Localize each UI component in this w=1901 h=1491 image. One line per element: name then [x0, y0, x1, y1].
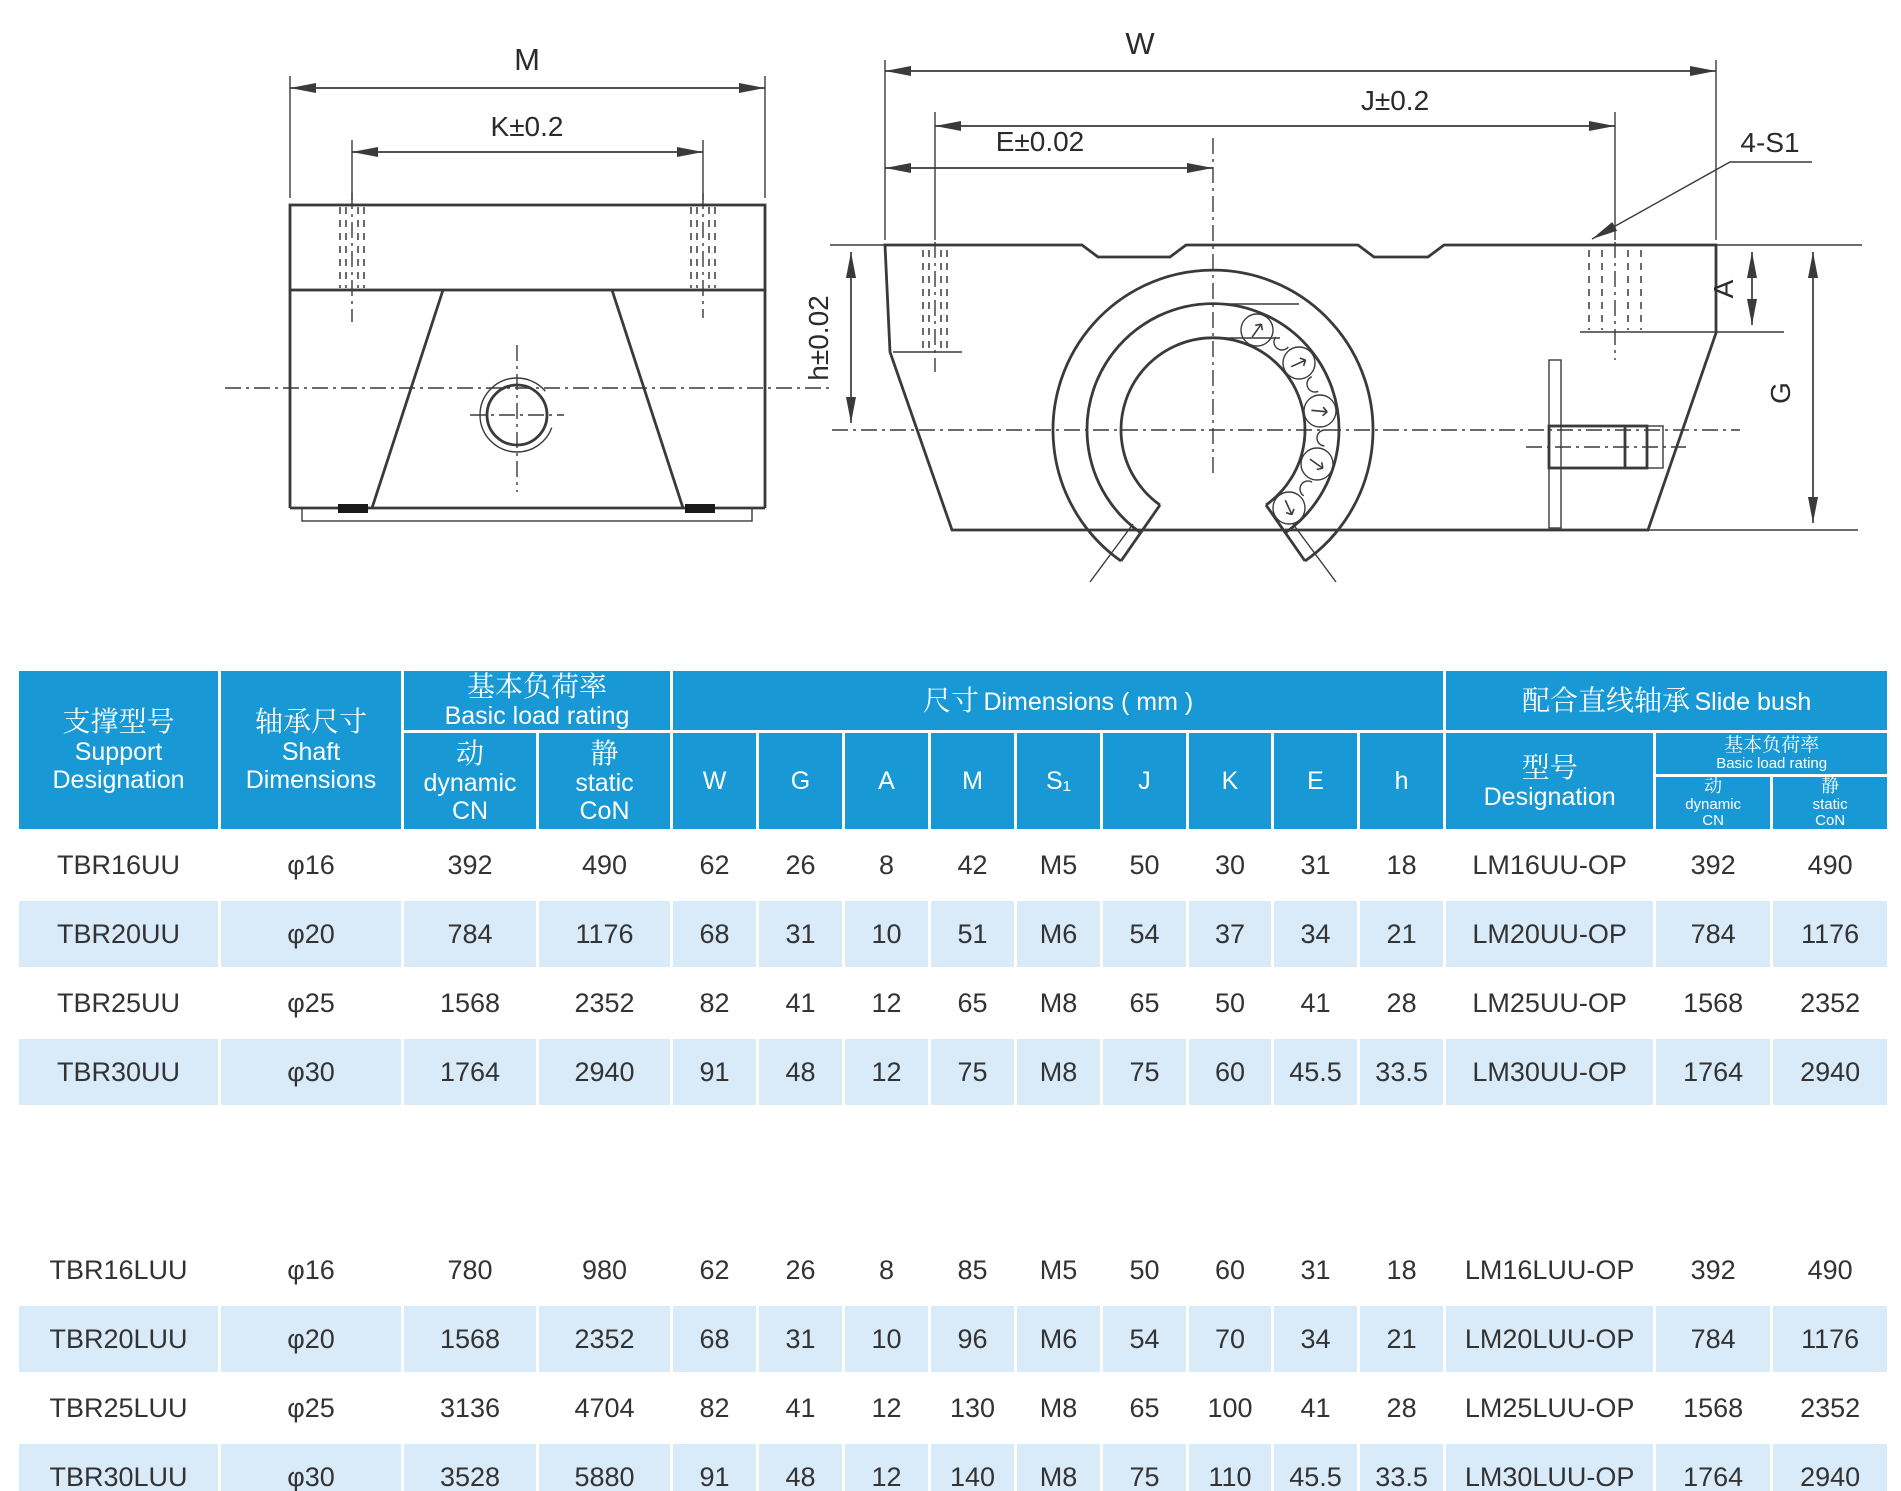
value-cell: 45.5	[1273, 1443, 1359, 1491]
value-cell: 100	[1188, 1374, 1273, 1443]
value-cell: 41	[758, 969, 844, 1038]
value-cell: 75	[1102, 1443, 1188, 1491]
table-header	[18, 670, 1889, 831]
value-cell: 41	[758, 1374, 844, 1443]
value-cell: φ25	[220, 969, 403, 1038]
col-header-dim-j: J	[1102, 732, 1188, 831]
value-cell: 65	[1102, 969, 1188, 1038]
value-cell: 2940	[538, 1038, 672, 1107]
value-cell: 2352	[538, 969, 672, 1038]
header-bush-en: Slide bush	[1694, 688, 1812, 716]
value-cell: LM20LUU-OP	[1445, 1305, 1655, 1374]
value-cell: 2940	[1772, 1443, 1889, 1491]
dim-label-a: A	[1708, 279, 1739, 299]
value-cell: 2940	[1772, 1038, 1889, 1107]
value-cell: 50	[1102, 1236, 1188, 1305]
front-view-drawing	[225, 42, 832, 521]
col-header-dim-s1: S₁	[1016, 732, 1102, 831]
value-cell: 50	[1188, 969, 1273, 1038]
value-cell: 51	[930, 900, 1016, 969]
value-cell: LM30UU-OP	[1445, 1038, 1655, 1107]
dim-label-j: J±0.2	[1360, 85, 1430, 116]
value-cell: 1568	[403, 1305, 538, 1374]
value-cell: 1764	[1655, 1443, 1772, 1491]
value-cell: 392	[1655, 1236, 1772, 1305]
value-cell: M5	[1016, 1236, 1102, 1305]
value-cell: 2352	[1772, 1374, 1889, 1443]
dim-label-e: E±0.02	[995, 126, 1085, 157]
table-row	[18, 1305, 1889, 1374]
value-cell: 10	[844, 900, 930, 969]
col-header-dim-a: A	[844, 732, 930, 831]
support-designation-cell: TBR20LUU	[18, 1305, 220, 1374]
value-cell: M8	[1016, 969, 1102, 1038]
value-cell: 1176	[1772, 900, 1889, 969]
table-row	[18, 1236, 1889, 1305]
header-static-unit: CoN	[579, 796, 630, 825]
value-cell: 2352	[1772, 969, 1889, 1038]
dim-label-h: h±0.02	[803, 295, 834, 381]
value-cell: φ25	[220, 1374, 403, 1443]
value-cell: 54	[1102, 900, 1188, 969]
table-group-standard	[18, 831, 1889, 1107]
support-designation-cell: TBR30LUU	[18, 1443, 220, 1491]
value-cell: LM30LUU-OP	[1445, 1443, 1655, 1491]
value-cell: LM25UU-OP	[1445, 969, 1655, 1038]
col-header-dim-m: M	[930, 732, 1016, 831]
value-cell: 34	[1273, 900, 1359, 969]
value-cell: 2352	[538, 1305, 672, 1374]
header-static-zh: 静	[590, 737, 619, 769]
value-cell: M8	[1016, 1374, 1102, 1443]
table-group-long	[18, 1236, 1889, 1491]
col-header-dynamic	[403, 732, 538, 831]
header-dynamic-unit: CN	[451, 796, 489, 825]
header-bush-load-en: Basic load rating	[1716, 754, 1828, 772]
value-cell: 31	[758, 1305, 844, 1374]
value-cell: 12	[844, 1374, 930, 1443]
col-header-bush-load	[1655, 732, 1889, 776]
value-cell: M6	[1016, 1305, 1102, 1374]
value-cell: φ16	[220, 1236, 403, 1305]
value-cell: 1568	[403, 969, 538, 1038]
value-cell: 33.5	[1359, 1038, 1445, 1107]
header-bush-load-zh: 基本负荷率	[1724, 735, 1820, 757]
value-cell: 60	[1188, 1038, 1273, 1107]
value-cell: 1764	[403, 1038, 538, 1107]
value-cell: 980	[538, 1236, 672, 1305]
value-cell: φ16	[220, 831, 403, 900]
header-dims-zh: 尺寸	[922, 685, 979, 716]
header-support-en2: Designation	[52, 765, 185, 794]
support-designation-cell: TBR25LUU	[18, 1374, 220, 1443]
value-cell: 75	[930, 1038, 1016, 1107]
col-header-dimensions	[672, 670, 1445, 732]
value-cell: 1764	[1655, 1038, 1772, 1107]
header-load-en: Basic load rating	[444, 702, 630, 731]
col-header-support	[18, 670, 220, 831]
value-cell: φ20	[220, 900, 403, 969]
header-dynamic-zh: 动	[455, 737, 484, 769]
value-cell: φ30	[220, 1443, 403, 1491]
header-dynamic-en: dynamic	[423, 768, 517, 797]
value-cell: 85	[930, 1236, 1016, 1305]
value-cell: 62	[672, 1236, 758, 1305]
value-cell: 41	[1273, 1374, 1359, 1443]
value-cell: 490	[538, 831, 672, 900]
col-header-dim-w: W	[672, 732, 758, 831]
value-cell: 48	[758, 1443, 844, 1491]
value-cell: 490	[1772, 1236, 1889, 1305]
value-cell: 26	[758, 831, 844, 900]
value-cell: 70	[1188, 1305, 1273, 1374]
value-cell: 5880	[538, 1443, 672, 1491]
support-designation-cell: TBR16LUU	[18, 1236, 220, 1305]
value-cell: 1568	[1655, 1374, 1772, 1443]
value-cell: 784	[1655, 1305, 1772, 1374]
value-cell: 31	[758, 900, 844, 969]
value-cell: M6	[1016, 900, 1102, 969]
value-cell: 1176	[538, 900, 672, 969]
value-cell: 31	[1273, 831, 1359, 900]
value-cell: 68	[672, 1305, 758, 1374]
value-cell: 45.5	[1273, 1038, 1359, 1107]
value-cell: LM25LUU-OP	[1445, 1374, 1655, 1443]
value-cell: M8	[1016, 1038, 1102, 1107]
value-cell: 65	[1102, 1374, 1188, 1443]
value-cell: 3528	[403, 1443, 538, 1491]
table-row	[18, 1038, 1889, 1107]
col-header-bush-dynamic: 动 dynamic CN	[1655, 776, 1772, 831]
dim-label-g: G	[1765, 382, 1796, 404]
header-support-zh: 支撑型号	[62, 706, 175, 738]
value-cell: 8	[844, 831, 930, 900]
value-cell: 8	[844, 1236, 930, 1305]
value-cell: 96	[930, 1305, 1016, 1374]
value-cell: 490	[1772, 831, 1889, 900]
col-header-slide-bush	[1445, 670, 1889, 732]
value-cell: 82	[672, 1374, 758, 1443]
value-cell: 26	[758, 1236, 844, 1305]
header-designation-zh: 型号	[1521, 751, 1578, 783]
value-cell: 18	[1359, 1236, 1445, 1305]
value-cell: 110	[1188, 1443, 1273, 1491]
support-designation-cell: TBR20UU	[18, 900, 220, 969]
value-cell: 82	[672, 969, 758, 1038]
support-designation-cell: TBR16UU	[18, 831, 220, 900]
value-cell: 31	[1273, 1236, 1359, 1305]
value-cell: 10	[844, 1305, 930, 1374]
value-cell: 30	[1188, 831, 1273, 900]
value-cell: 48	[758, 1038, 844, 1107]
col-header-static	[538, 732, 672, 831]
value-cell: 3136	[403, 1374, 538, 1443]
value-cell: φ30	[220, 1038, 403, 1107]
table-row	[18, 831, 1889, 900]
header-shaft-zh: 轴承尺寸	[254, 706, 367, 738]
value-cell: 54	[1102, 1305, 1188, 1374]
value-cell: 68	[672, 900, 758, 969]
value-cell: 41	[1273, 969, 1359, 1038]
dim-label-w: W	[1125, 26, 1155, 61]
value-cell: 34	[1273, 1305, 1359, 1374]
table-row	[18, 1443, 1889, 1491]
value-cell: 75	[1102, 1038, 1188, 1107]
value-cell: 4704	[538, 1374, 672, 1443]
value-cell: 37	[1188, 900, 1273, 969]
value-cell: 392	[1655, 831, 1772, 900]
technical-drawings	[0, 0, 1901, 620]
header-shaft-en1: Shaft	[281, 737, 341, 766]
dim-label-m: M	[514, 42, 540, 77]
value-cell: 12	[844, 969, 930, 1038]
value-cell: 50	[1102, 831, 1188, 900]
value-cell: 784	[1655, 900, 1772, 969]
value-cell: LM20UU-OP	[1445, 900, 1655, 969]
value-cell: M5	[1016, 831, 1102, 900]
table-row	[18, 1374, 1889, 1443]
col-header-dim-g: G	[758, 732, 844, 831]
header-dims-en: Dimensions ( mm )	[983, 688, 1194, 716]
header-support-en1: Support	[74, 737, 163, 766]
value-cell: 21	[1359, 900, 1445, 969]
table-row	[18, 969, 1889, 1038]
value-cell: 33.5	[1359, 1443, 1445, 1491]
value-cell: LM16UU-OP	[1445, 831, 1655, 900]
dim-label-k: K±0.2	[490, 111, 564, 142]
value-cell: 12	[844, 1038, 930, 1107]
value-cell: 42	[930, 831, 1016, 900]
value-cell: 780	[403, 1236, 538, 1305]
value-cell: 130	[930, 1374, 1016, 1443]
value-cell: 784	[403, 900, 538, 969]
value-cell: 28	[1359, 1374, 1445, 1443]
value-cell: 18	[1359, 831, 1445, 900]
value-cell: LM16LUU-OP	[1445, 1236, 1655, 1305]
value-cell: 392	[403, 831, 538, 900]
value-cell: 140	[930, 1443, 1016, 1491]
dim-label-s1: 4-S1	[1740, 127, 1800, 158]
col-header-dim-k: K	[1188, 732, 1273, 831]
value-cell: φ20	[220, 1305, 403, 1374]
header-shaft-en2: Dimensions	[245, 765, 377, 794]
value-cell: 28	[1359, 969, 1445, 1038]
value-cell: 21	[1359, 1305, 1445, 1374]
col-header-shaft	[220, 670, 403, 831]
col-header-bush-static: 静 static CoN	[1772, 776, 1889, 831]
header-designation-en: Designation	[1483, 782, 1616, 811]
col-header-load-rating	[403, 670, 672, 732]
value-cell: 91	[672, 1443, 758, 1491]
value-cell: 12	[844, 1443, 930, 1491]
value-cell: 1176	[1772, 1305, 1889, 1374]
value-cell: 91	[672, 1038, 758, 1107]
col-header-dim-h: h	[1359, 732, 1445, 831]
col-header-bush-designation	[1445, 732, 1655, 831]
value-cell: M8	[1016, 1443, 1102, 1491]
header-load-zh: 基本负荷率	[467, 671, 608, 702]
value-cell: 1568	[1655, 969, 1772, 1038]
value-cell: 62	[672, 831, 758, 900]
table-gap	[18, 1107, 1889, 1236]
col-header-dim-e: E	[1273, 732, 1359, 831]
header-static-en: static	[575, 768, 634, 797]
header-bush-zh: 配合直线轴承	[1522, 685, 1691, 716]
spec-table	[16, 668, 1890, 1491]
support-designation-cell: TBR30UU	[18, 1038, 220, 1107]
gap-cell	[18, 1107, 1889, 1236]
table-row	[18, 900, 1889, 969]
value-cell: 60	[1188, 1236, 1273, 1305]
support-designation-cell: TBR25UU	[18, 969, 220, 1038]
value-cell: 65	[930, 969, 1016, 1038]
side-view-drawing	[803, 26, 1862, 582]
